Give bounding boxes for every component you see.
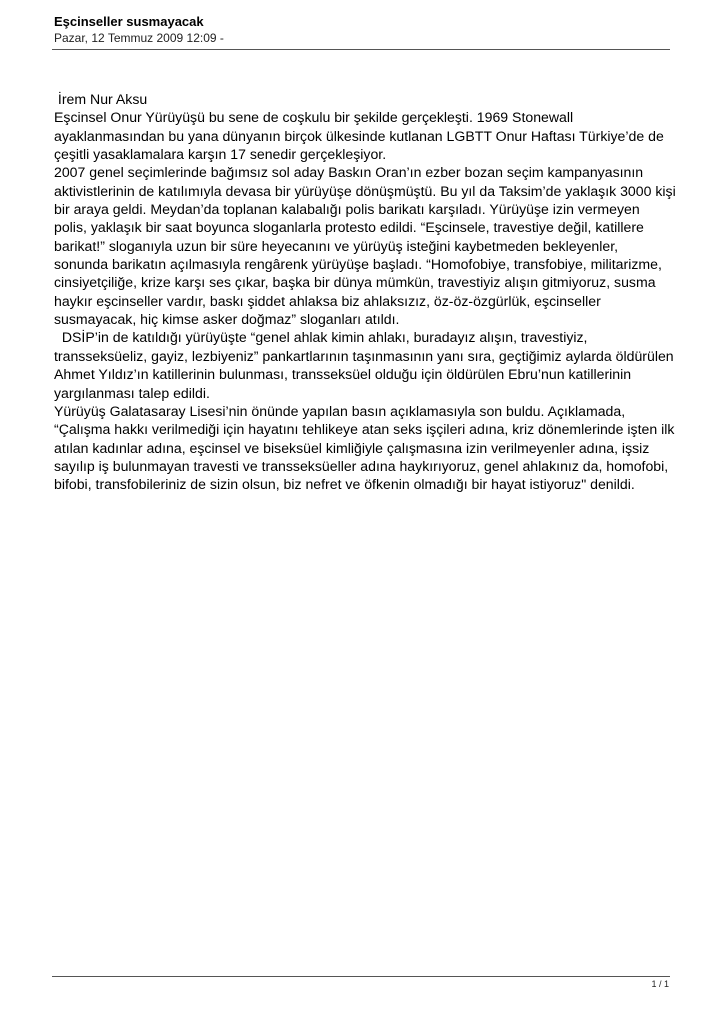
article-date: Pazar, 12 Temmuz 2009 12:09 - (54, 31, 224, 45)
paragraph-intro: Eşcinsel Onur Yürüyüşü bu sene de coşkulu bir şekilde gerçekleşti. 1969 Stonewall ayaklanmasından bu yana dünyanın birçok ülkesinde kutlanan LGBTT Onur Haftası Türkiye’de de çeşitli yasaklamalara karşın 17 senedir gerçekleşiyor. (54, 109, 664, 163)
header-divider (52, 49, 670, 50)
article-body (54, 90, 676, 494)
author-line: İrem Nur Aksu (54, 91, 148, 107)
article-title: Eşcinseller susmayacak (54, 14, 204, 29)
paragraph-statement: Yürüyüş Galatasaray Lisesi’nin önünde yapılan basın açıklamasıyla son buldu. Açıklamada, “Çalışma hakkı verilmediği için hayatını tehlikeye atan seks işçileri adına, kriz dönemlerinde işten ilk atılan kadınlar adına, eşcinsel ve biseksüel kimliğiyle çalışmasına izin verilmeyenler adına, işsiz sayılıp iş bulunmayan travesti ve transseksüeller adına haykırıyoruz, genel ahlakınız da, homofobi, bifobi, transfobileriniz de sizin olsun, biz nefret ve öfkenin olmadığı bir hayat istiyoruz" denildi. (54, 402, 675, 493)
footer-divider (52, 976, 670, 977)
paragraph-dsip: DSİP’in de katıldığı yürüyüşte “genel ahlak kimin ahlakı, buradayız alışın, travestiyiz, transseksüeliz, gayiz, lezbiyeniz” pankartlarının taşınmasının yanı sıra, geçtiğimiz aylarda öldürülen Ahmet Yıldız’ın katillerinin bulunması, transseksüel olduğu için öldürülen Ebru’nun katillerinin yargılanması talep edildi. (54, 329, 677, 401)
page-number: 1 / 1 (651, 979, 669, 989)
document-header (54, 14, 670, 46)
paragraph-march: 2007 genel seçimlerinde bağımsız sol aday Baskın Oran’ın ezber bozan seçim kampanyasının aktivistlerinin de katılımıyla devasa bir yürüyüşe dönüşmüştü. Bu yıl da Taksim’de yaklaşık 3000 kişi bir araya geldi. Meydan’da toplanan kalabalığı polis barikatı karşıladı. Yürüyüşe izin vermeyen polis, yaklaşık bir saat boyunca sloganlarla protesto edildi. “Eşcinsele, travestiye değil, katillere barikat!” sloganıyla uzun bir süre heyecanını ve yürüyüş isteğini kaybetmeden bekleyenler, sonunda barikatın açılmasıyla rengârenk yürüyüşe başladı. “Homofobiye, transfobiye, militarizme, cinsiyetçiliğe, krize karşı ses çıkar, başka bir dünya mümkün, travestiyiz alışın gitmiyoruz, susma haykır eşcinseller vardır, baskı şiddet ahlaksa biz ahlaksızız, öz-öz-özgürlük, eşcinseller susmayacak, hiç kimse asker doğmaz” sloganları atıldı. (54, 164, 676, 328)
